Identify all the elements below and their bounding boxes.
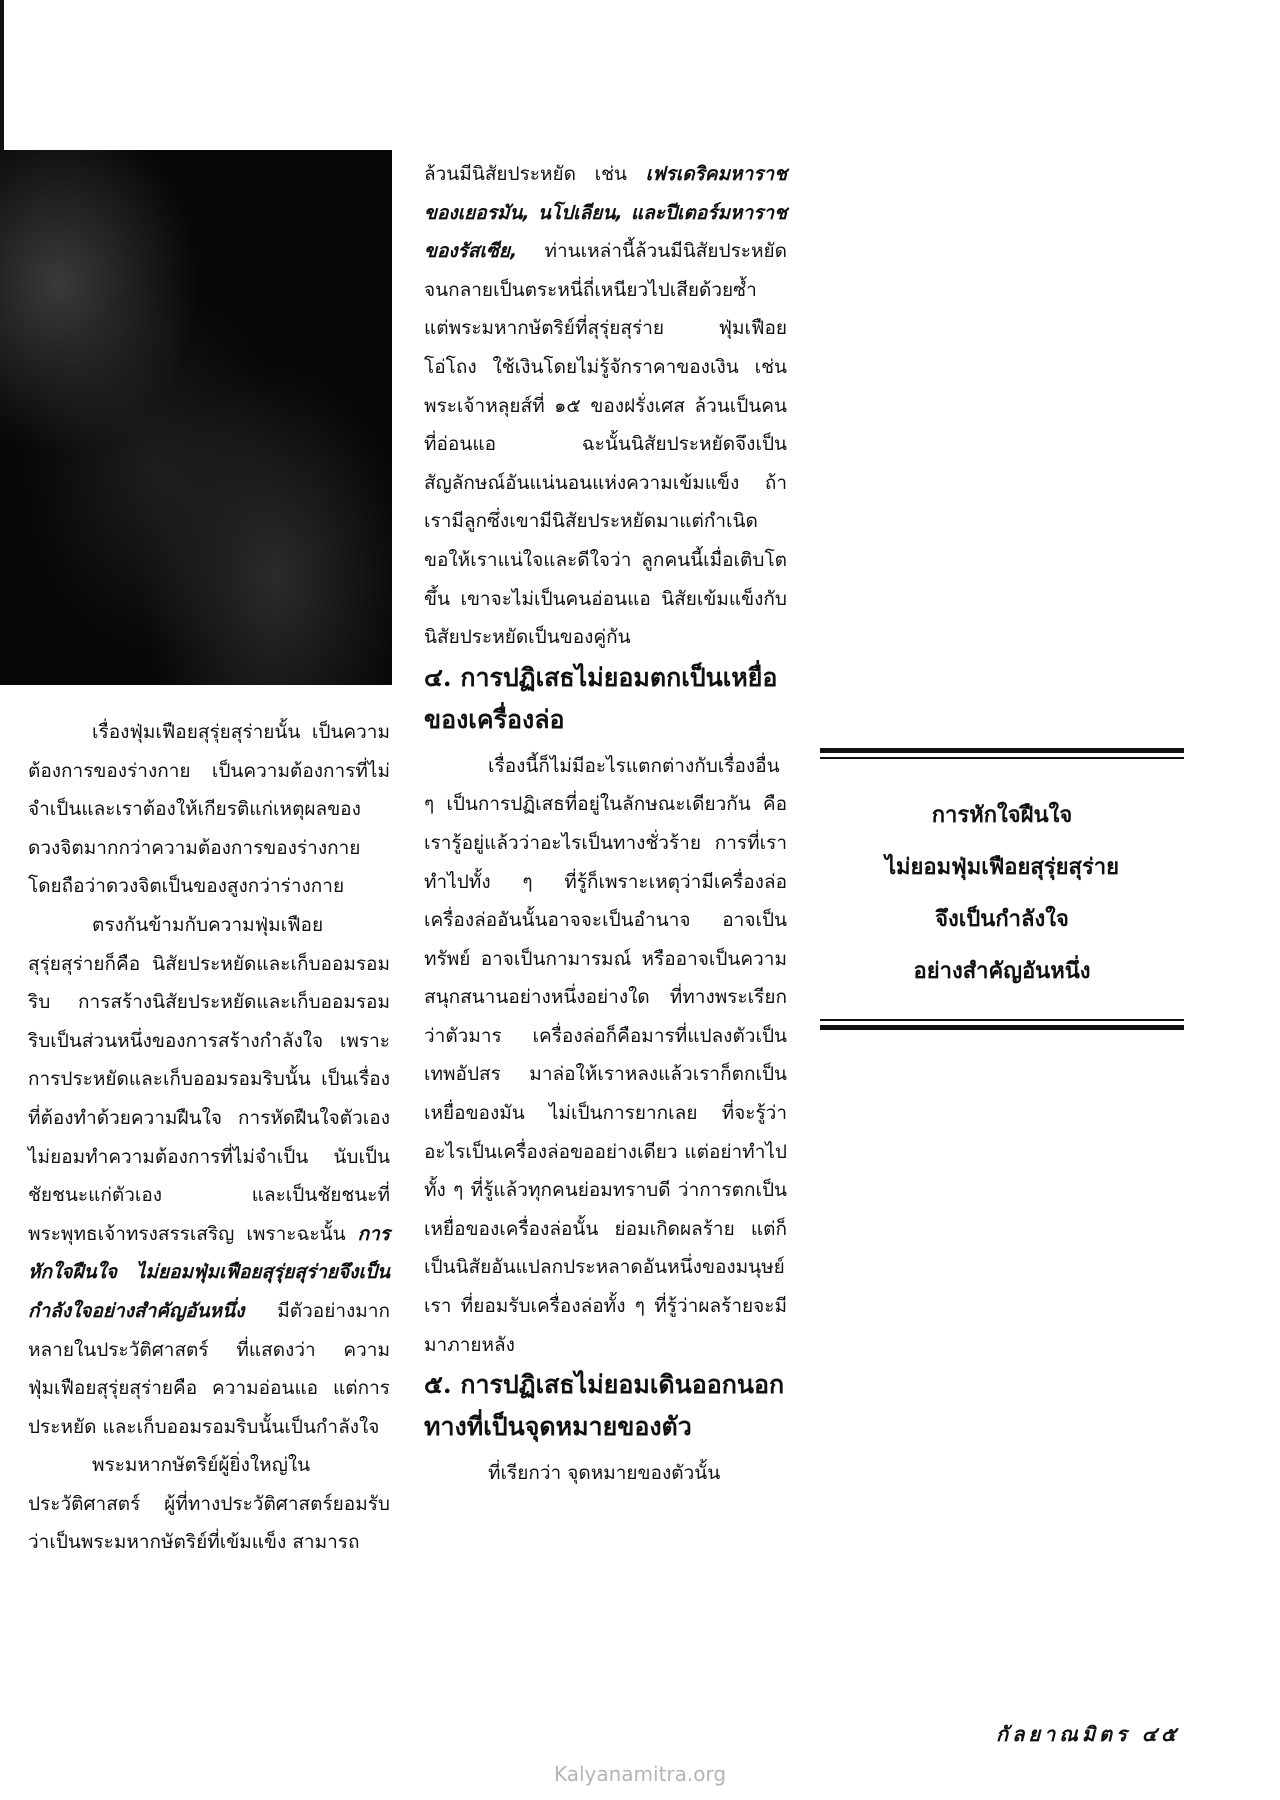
pull-quote-line: ไม่ยอมฟุ่มเฟือยสุรุ่ยสุร่าย <box>884 854 1120 880</box>
pull-quote-line: การหักใจฝืนใจ <box>931 802 1073 828</box>
article-photo <box>0 150 392 685</box>
right-column <box>424 155 787 1493</box>
section-heading-5: ๕. การปฏิเสธไม่ยอมเดินออกนอกทางที่เป็นจุดหมายของตัว <box>424 1370 785 1442</box>
divider <box>820 748 1184 753</box>
pull-quote-text <box>820 753 1184 1025</box>
paragraph-text: ท่านเหล่านี้ล้วนมีนิสัยประหยัด จนกลายเป็นตระหนี่ถี่เหนียวไปเสียด้วยซ้ำ แต่พระมหากษัตริย์ที่สุรุ่ยสุร่าย ฟุ่มเฟือยโอ่โถง ใช้เงินโดยไม่รู้จักราคาของเงิน เช่น พระเจ้าหลุยส์ที่ ๑๕ ของฝรั่งเศส ล้วนเป็นคนที่อ่อนแอ ฉะนั้นนิสัยประหยัดจึงเป็นสัญลักษณ์อันแน่นอนแห่งความเข้มแข็ง ถ้าเรามีลูกซึ่งเขามีนิสัยประหยัดมาแต่กำเนิด ขอให้เราแน่ใจและดีใจว่า ลูกคนนี้เมื่อเติบโตขึ้น เขาจะไม่เป็นคนอ่อนแอ นิสัยเข้มแข็งกับนิสัยประหยัดเป็นของคู่กัน <box>424 240 787 649</box>
paragraph-text: ตรงกันข้ามกับความฟุ่มเฟือยสุรุ่ยสุร่ายก็คือ นิสัยประหยัดและเก็บออมรอมริบ การสร้างนิสัยประหยัดและเก็บออมรอมริบเป็นส่วนหนึ่งของการสร้างกำลังใจ เพราะการประหยัดและเก็บออมรอมริบนั้น เป็นเรื่องที่ต้องทำด้วยความฝืนใจ การหัดฝืนใจตัวเองไม่ยอมทำความต้องการที่ไม่จำเป็น นับเป็นชัยชนะแก่ตัวเอง และเป็นชัยชนะที่พระพุทธเจ้าทรงสรรเสริญ เพราะฉะนั้น <box>28 913 390 1245</box>
pull-quote-line: อย่างสำคัญอันหนึ่ง <box>913 958 1091 984</box>
emphasis-text: เฟรเดริคมหาราชของเยอรมัน, นโปเลียน, และปีเตอร์มหาราชของรัสเซีย, <box>424 163 787 263</box>
paragraph-text: มีตัวอย่างมากหลายในประวัติศาสตร์ ที่แสดงว่า ความฟุ่มเฟือยสุรุ่ยสุร่ายคือ ความอ่อนแอ แต่การประหยัด และเก็บออมรอมริบนั้นเป็นกำลังใจ <box>28 1299 390 1438</box>
paragraph: ที่เรียกว่า จุดหมายของตัวนั้น <box>488 1462 721 1485</box>
emphasis-text: การหักใจฝืนใจ ไม่ยอมฟุ่มเฟือยสุรุ่ยสุร่ายจึงเป็นกำลังใจอย่างสำคัญอันหนึ่ง <box>28 1222 391 1322</box>
paragraph <box>424 155 787 657</box>
paragraph-text: ล้วนมีนิสัยประหยัด เช่น <box>424 163 627 185</box>
left-column <box>28 713 390 1562</box>
page-edge-line <box>0 0 4 150</box>
page-number: กัลยาณมิตร ๔๕ <box>995 1722 1180 1746</box>
pull-quote <box>820 748 1184 1030</box>
pull-quote-line: จึงเป็นกำลังใจ <box>935 906 1069 932</box>
site-watermark: Kalyanamitra.org <box>553 1762 727 1786</box>
paragraph: เรื่องฟุ่มเฟือยสุรุ่ยสุร่ายนั้น เป็นความต้องการของร่างกาย เป็นความต้องการที่ไม่จำเป็นและเราต้องให้เกียรติแก่เหตุผลของดวงจิตมากกว่าความต้องการของร่างกาย โดยถือว่าดวงจิตเป็นของสูงกว่าร่างกาย <box>28 721 390 898</box>
paragraph: พระมหากษัตริย์ผู้ยิ่งใหญ่ในประวัติศาสตร์ ผู้ที่ทางประวัติศาสตร์ยอมรับว่าเป็นพระมหากษัตริย์ที่เข้มแข็ง สามารถ <box>28 1454 390 1554</box>
divider <box>820 1025 1184 1030</box>
section-heading-4: ๔. การปฏิเสธไม่ยอมตกเป็นเหยื่อของเครื่องล่อ <box>424 662 778 734</box>
paragraph <box>28 906 390 1446</box>
paragraph: เรื่องนี้ก็ไม่มีอะไรแตกต่างกับเรื่องอื่น ๆ เป็นการปฏิเสธที่อยู่ในลักษณะเดียวกัน คือเรารู้อยู่แล้วว่าอะไรเป็นทางชั่วร้าย การที่เราทำไปทั้ง ๆ ที่รู้ก็เพราะเหตุว่ามีเครื่องล่อ เครื่องล่ออันนั้นอาจจะเป็นอำนาจ อาจเป็นทรัพย์ อาจเป็นกามารมณ์ หรืออาจเป็นความสนุกสนานอย่างหนึ่งอย่างใด ที่ทางพระเรียกว่าตัวมาร เครื่องล่อก็คือมารที่แปลงตัวเป็นเทพอัปสร มาล่อให้เราหลงแล้วเราก็ตกเป็นเหยื่อของมัน ไม่เป็นการยากเลย ที่จะรู้ว่าอะไรเป็นเครื่องล่อขออย่างเดียว แต่อย่าทำไปทั้ง ๆ ที่รู้แล้วทุกคนย่อมทราบดี ว่าการตกเป็นเหยื่อของเครื่องล่อนั้น ย่อมเกิดผลร้าย แต่ก็เป็นนิสัยอันแปลกประหลาดอันหนึ่งของมนุษย์เรา ที่ยอมรับเครื่องล่อทั้ง ๆ ที่รู้ว่าผลร้ายจะมีมาภายหลัง <box>424 754 787 1356</box>
